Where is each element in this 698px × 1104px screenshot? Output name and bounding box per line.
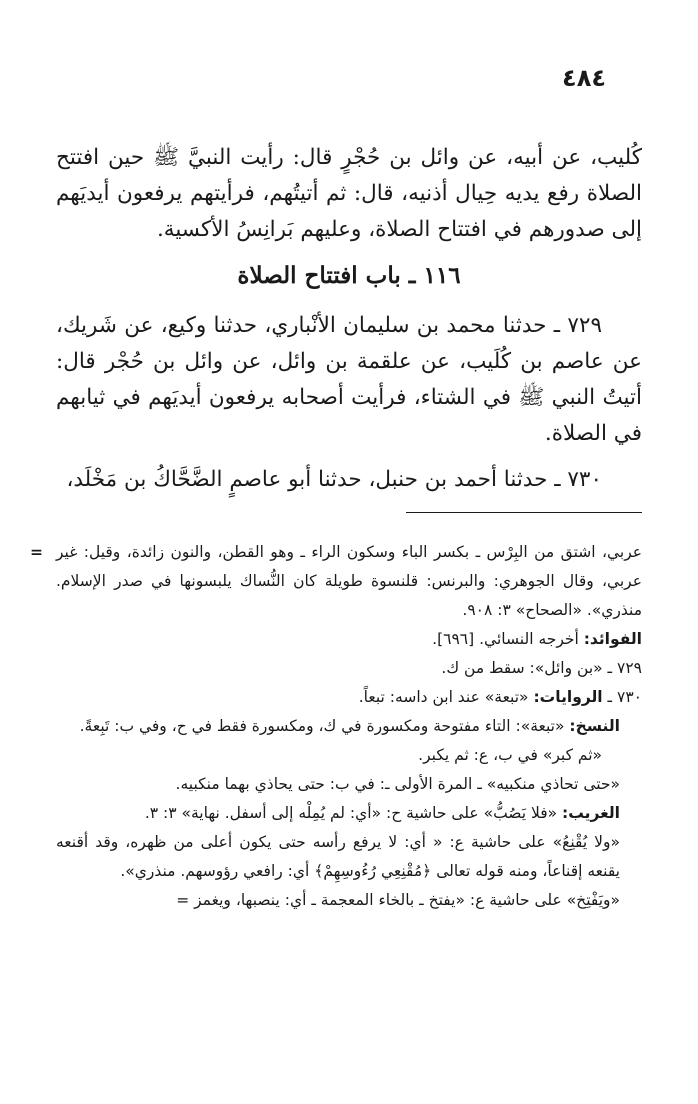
first-paragraph: كُليب، عن أبيه، عن وائل بن حُجْرٍ قال: رأيت النبيَّ ﷺ حين افتتح الصلاة رفع يديه حِيال أذنيه، قال: ثم أتيتُهم، فرأيتهم يرفعون أيديَهم إلى صدورهم في افتتاح الصلاة، وعليهم بَرانِسُ الأكسية. <box>56 145 642 242</box>
fawaid-note <box>56 625 642 654</box>
gharib-label: الغريب: <box>562 804 620 822</box>
note-thumma: «ثم كبر» في ب، ع: ثم يكبر. <box>418 746 602 764</box>
note-730-prefix: ٧٣٠ ـ <box>602 688 642 706</box>
riwayat-text: «تبعة» عند ابن داسه: تبعاً. <box>358 688 534 706</box>
hadith-730: ٧٣٠ ـ حدثنا أحمد بن حنبل، حدثنا أبو عاصمٍ الضَّحَّاكُ بن مَخْلَد، <box>66 467 602 492</box>
note-hatta: «حتى تحاذي منكبيه» ـ المرة الأولى ـ: في ب: حتى يحاذي بهما منكبيه. <box>175 775 620 793</box>
continuation-mark: = <box>30 543 43 561</box>
main-text <box>56 140 642 498</box>
nusakh-label: النسخ: <box>569 717 620 735</box>
gharib-note <box>56 799 642 828</box>
gharib-text: «فلا يَصُبُّ» على حاشية ح: «أي: لم يُمِلْه إلى أسفل. نهاية» ٣: ٣. <box>144 804 563 822</box>
note-wala: «ولا يُقْنِعُ» على حاشية ع: « أي: لا يرفع رأسه حتى يكون أعلى من ظهره، وقد أقنعه يقنعه إقناعاً، ومنه قوله تعالى ﴿مُقْنِعِي رُءُوسِهِمْ﴾ أي: رافعي رؤوسهم. منذري». <box>56 833 620 880</box>
fawaid-text: أخرجه النسائي. [٦٩٦]. <box>432 630 584 648</box>
note-yaftakh: «ويَفْتِخ» على حاشية ع: «يفتخ ـ بالخاء المعجمة ـ أي: ينصبها، ويغمز = <box>176 891 620 909</box>
continuation-text: عربي، اشتق من البِرْس ـ بكسر الباء وسكون الراء ـ وهو القطن، والنون زائدة، وقيل: غير عربي، وقال الجوهري: والبرنس: قلنسوة طويلة كان النُّساك يلبسونها في صدر الإسلام. منذري». «الصحاح» ٣: ٩٠٨. <box>56 543 642 619</box>
footnote-continuation <box>30 538 642 625</box>
page-number: ٤٨٤ <box>562 64 606 92</box>
nusakh-text: «تبعة»: التاء مفتوحة ومكسورة في ك، ومكسورة فقط في ح، وفي ب: تَبِعةً. <box>79 717 570 735</box>
fawaid-label: الفوائد: <box>583 630 642 648</box>
chapter-heading: ١١٦ ـ باب افتتاح الصلاة <box>237 262 461 289</box>
riwayat-label: الروايات: <box>533 688 603 706</box>
footnote-divider <box>406 512 642 513</box>
note-730-riwayat <box>56 683 642 712</box>
hadith-729: ٧٢٩ ـ حدثنا محمد بن سليمان الأنْباري، حدثنا وكيع، عن شَريك، عن عاصم بن كُلَيب، عن علقمة بن وائل، عن وائل بن حُجْر قال: أتيتُ النبي ﷺ في الشتاء، فرأيت أصحابه يرفعون أيديَهم في ثيابهم في الصلاة. <box>56 313 642 446</box>
nusakh-note <box>56 712 642 741</box>
footnotes <box>30 538 642 915</box>
note-729: ٧٢٩ ـ «بن وائل»: سقط من ك. <box>441 659 642 677</box>
